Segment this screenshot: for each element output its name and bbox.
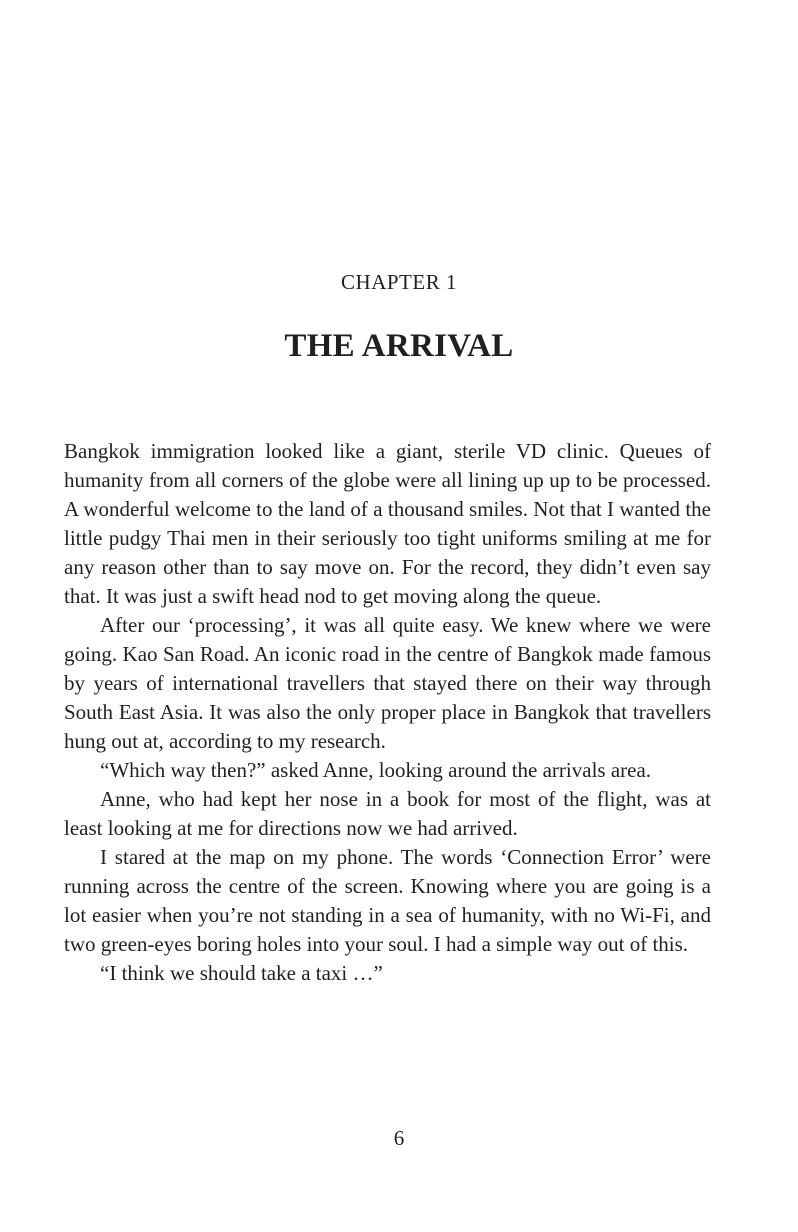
- paragraph-2: After our ‘processing’, it was all quite easy. We knew where we were going. Kao San Road. An iconic road in the centre of Bangkok made famous by years of international travellers that stayed there on their way through South East Asia. It was also the only proper place in Bangkok that travellers hung out at, according to my research.: [64, 613, 711, 753]
- paragraph-5: I stared at the map on my phone. The words ‘Connection Error’ were running across the centre of the screen. Knowing where you are going is a lot easier when you’re not standing in a sea of humanity, with no Wi-Fi, and two green-eyes boring holes into your soul. I had a simple way out of this.: [64, 845, 711, 956]
- paragraph-3: “Which way then?” asked Anne, looking around the arrivals area.: [100, 758, 652, 782]
- body-text: [64, 437, 711, 988]
- page-number: 6: [393, 1126, 405, 1150]
- paragraph-4: Anne, who had kept her nose in a book for most of the flight, was at least looking at me for directions now we had arrived.: [64, 787, 711, 840]
- paragraph-1: Bangkok immigration looked like a giant, sterile VD clinic. Queues of humanity from all corners of the globe were all lining up up to be processed. A wonderful welcome to the land of a thousand smiles. Not that I wanted the little pudgy Thai men in their seriously too tight uniforms smiling at me for any reason other than to say move on. For the record, they didn’t even say that. It was just a swift head nod to get moving along the queue.: [64, 439, 711, 608]
- chapter-label: CHAPTER 1: [341, 270, 457, 294]
- paragraph-6: “I think we should take a taxi …”: [100, 961, 383, 985]
- chapter-title: THE ARRIVAL: [284, 328, 514, 364]
